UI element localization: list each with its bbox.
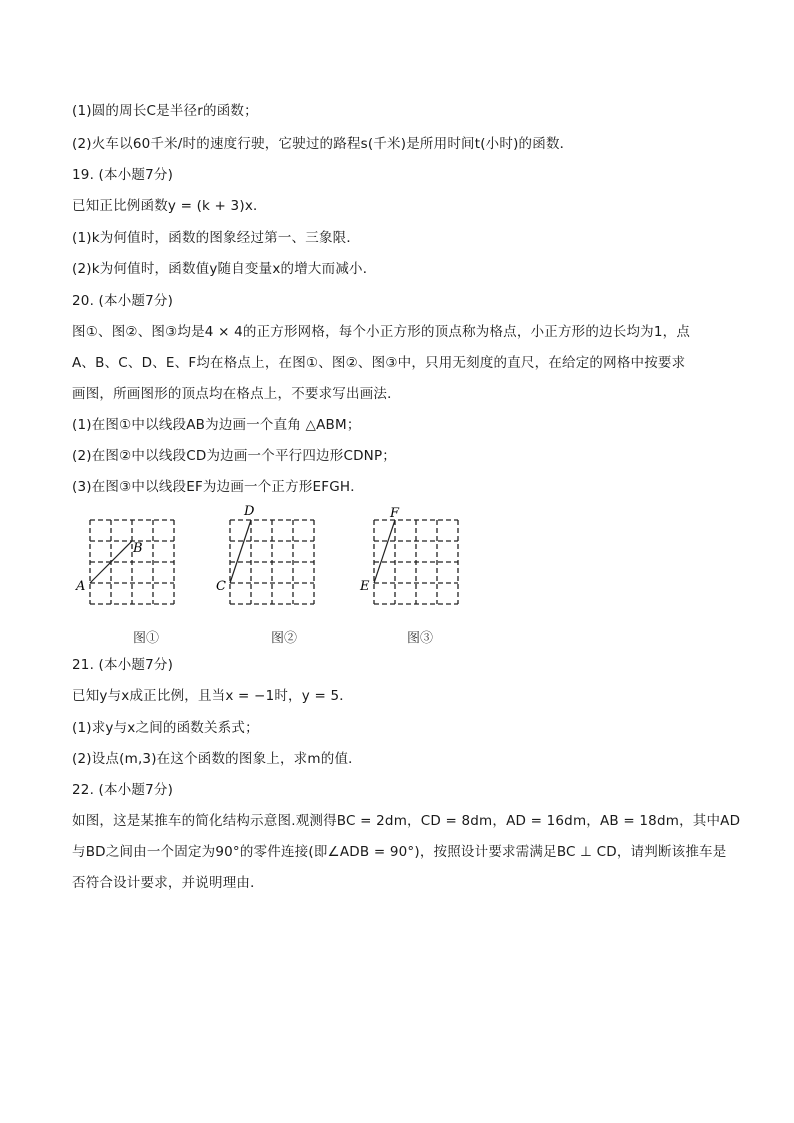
figure-3-caption: 图③ (407, 631, 434, 646)
grid-lines (374, 520, 458, 604)
grid-figure-3-svg (360, 506, 470, 616)
figure-1-caption: 图① (133, 631, 160, 646)
q18-part-1: (1)圆的周长C是半径r的函数； (72, 103, 258, 119)
q19-part-2: (2)k为何值时，函数值y随自变量x的增大而减小． (72, 261, 377, 277)
label-f: F (390, 506, 400, 521)
q22-stem-line-3: 否符合设计要求，并说明理由． (72, 875, 264, 891)
q19-heading: 19. (本小题7分) (72, 167, 174, 183)
label-e: E (360, 579, 370, 594)
q20-part-2: (2)在图②中以线段CD为边画一个平行四边形CDNP； (72, 448, 397, 464)
q20-stem-line-2: A、B、C、D、E、F均在格点上，在图①、图②、图③中，只用无刻度的直尺，在给定的网格中按要求 (72, 355, 686, 371)
q21-part-2: (2)设点(m,3)在这个函数的图象上，求m的值． (72, 751, 362, 767)
q19-part-1: (1)k为何值时，函数的图象经过第一、三象限． (72, 230, 361, 246)
q20-part-1: (1)在图①中以线段AB为边画一个直角 △ABM； (72, 417, 361, 433)
q19-stem: 已知正比例函数y = (k + 3)x． (72, 198, 267, 214)
label-d: D (244, 504, 255, 519)
q21-part-1: (1)求y与x之间的函数关系式； (72, 720, 259, 736)
q18-part-2: (2)火车以60千米/时的速度行驶，它驶过的路程s(千米)是所用时间t(小时)的函数． (72, 136, 574, 152)
q20-part-3: (3)在图③中以线段EF为边画一个正方形EFGH． (72, 479, 364, 495)
q22-heading: 22. (本小题7分) (72, 782, 174, 798)
grid-figure-2-svg (216, 506, 326, 616)
grid-lines (90, 520, 174, 604)
segment-ef (374, 520, 395, 583)
segment-cd (230, 520, 251, 583)
grid-lines (230, 520, 314, 604)
label-c: C (216, 579, 226, 594)
q22-stem-line-1: 如图，这是某推车的简化结构示意图.观测得BC = 2dm，CD = 8dm，AD = 16dm，AB = 18dm，其中AD (72, 813, 741, 829)
q20-stem-line-1: 图①、图②、图③均是4 × 4的正方形网格，每个小正方形的顶点称为格点，小正方形的边长均为1，点 (72, 324, 691, 340)
q22-stem-line-2: 与BD之间由一个固定为90°的零件连接(即∠ADB = 90°)，按照设计要求需满足BC ⊥ CD，请判断该推车是 (72, 844, 727, 860)
grid-figure-3 (360, 506, 470, 616)
q20-stem-line-3: 画图，所画图形的顶点均在格点上，不要求写出画法． (72, 386, 401, 402)
label-b: B (133, 541, 143, 556)
grid-figure-1-svg (76, 506, 186, 616)
q20-heading: 20. (本小题7分) (72, 293, 174, 309)
label-a: A (76, 579, 86, 594)
q21-heading: 21. (本小题7分) (72, 657, 174, 673)
figure-2-caption: 图② (271, 631, 298, 646)
grid-figure-2 (216, 506, 326, 616)
grid-figure-1 (76, 506, 186, 616)
q21-stem: 已知y与x成正比例，且当x = −1时，y = 5． (72, 688, 353, 704)
